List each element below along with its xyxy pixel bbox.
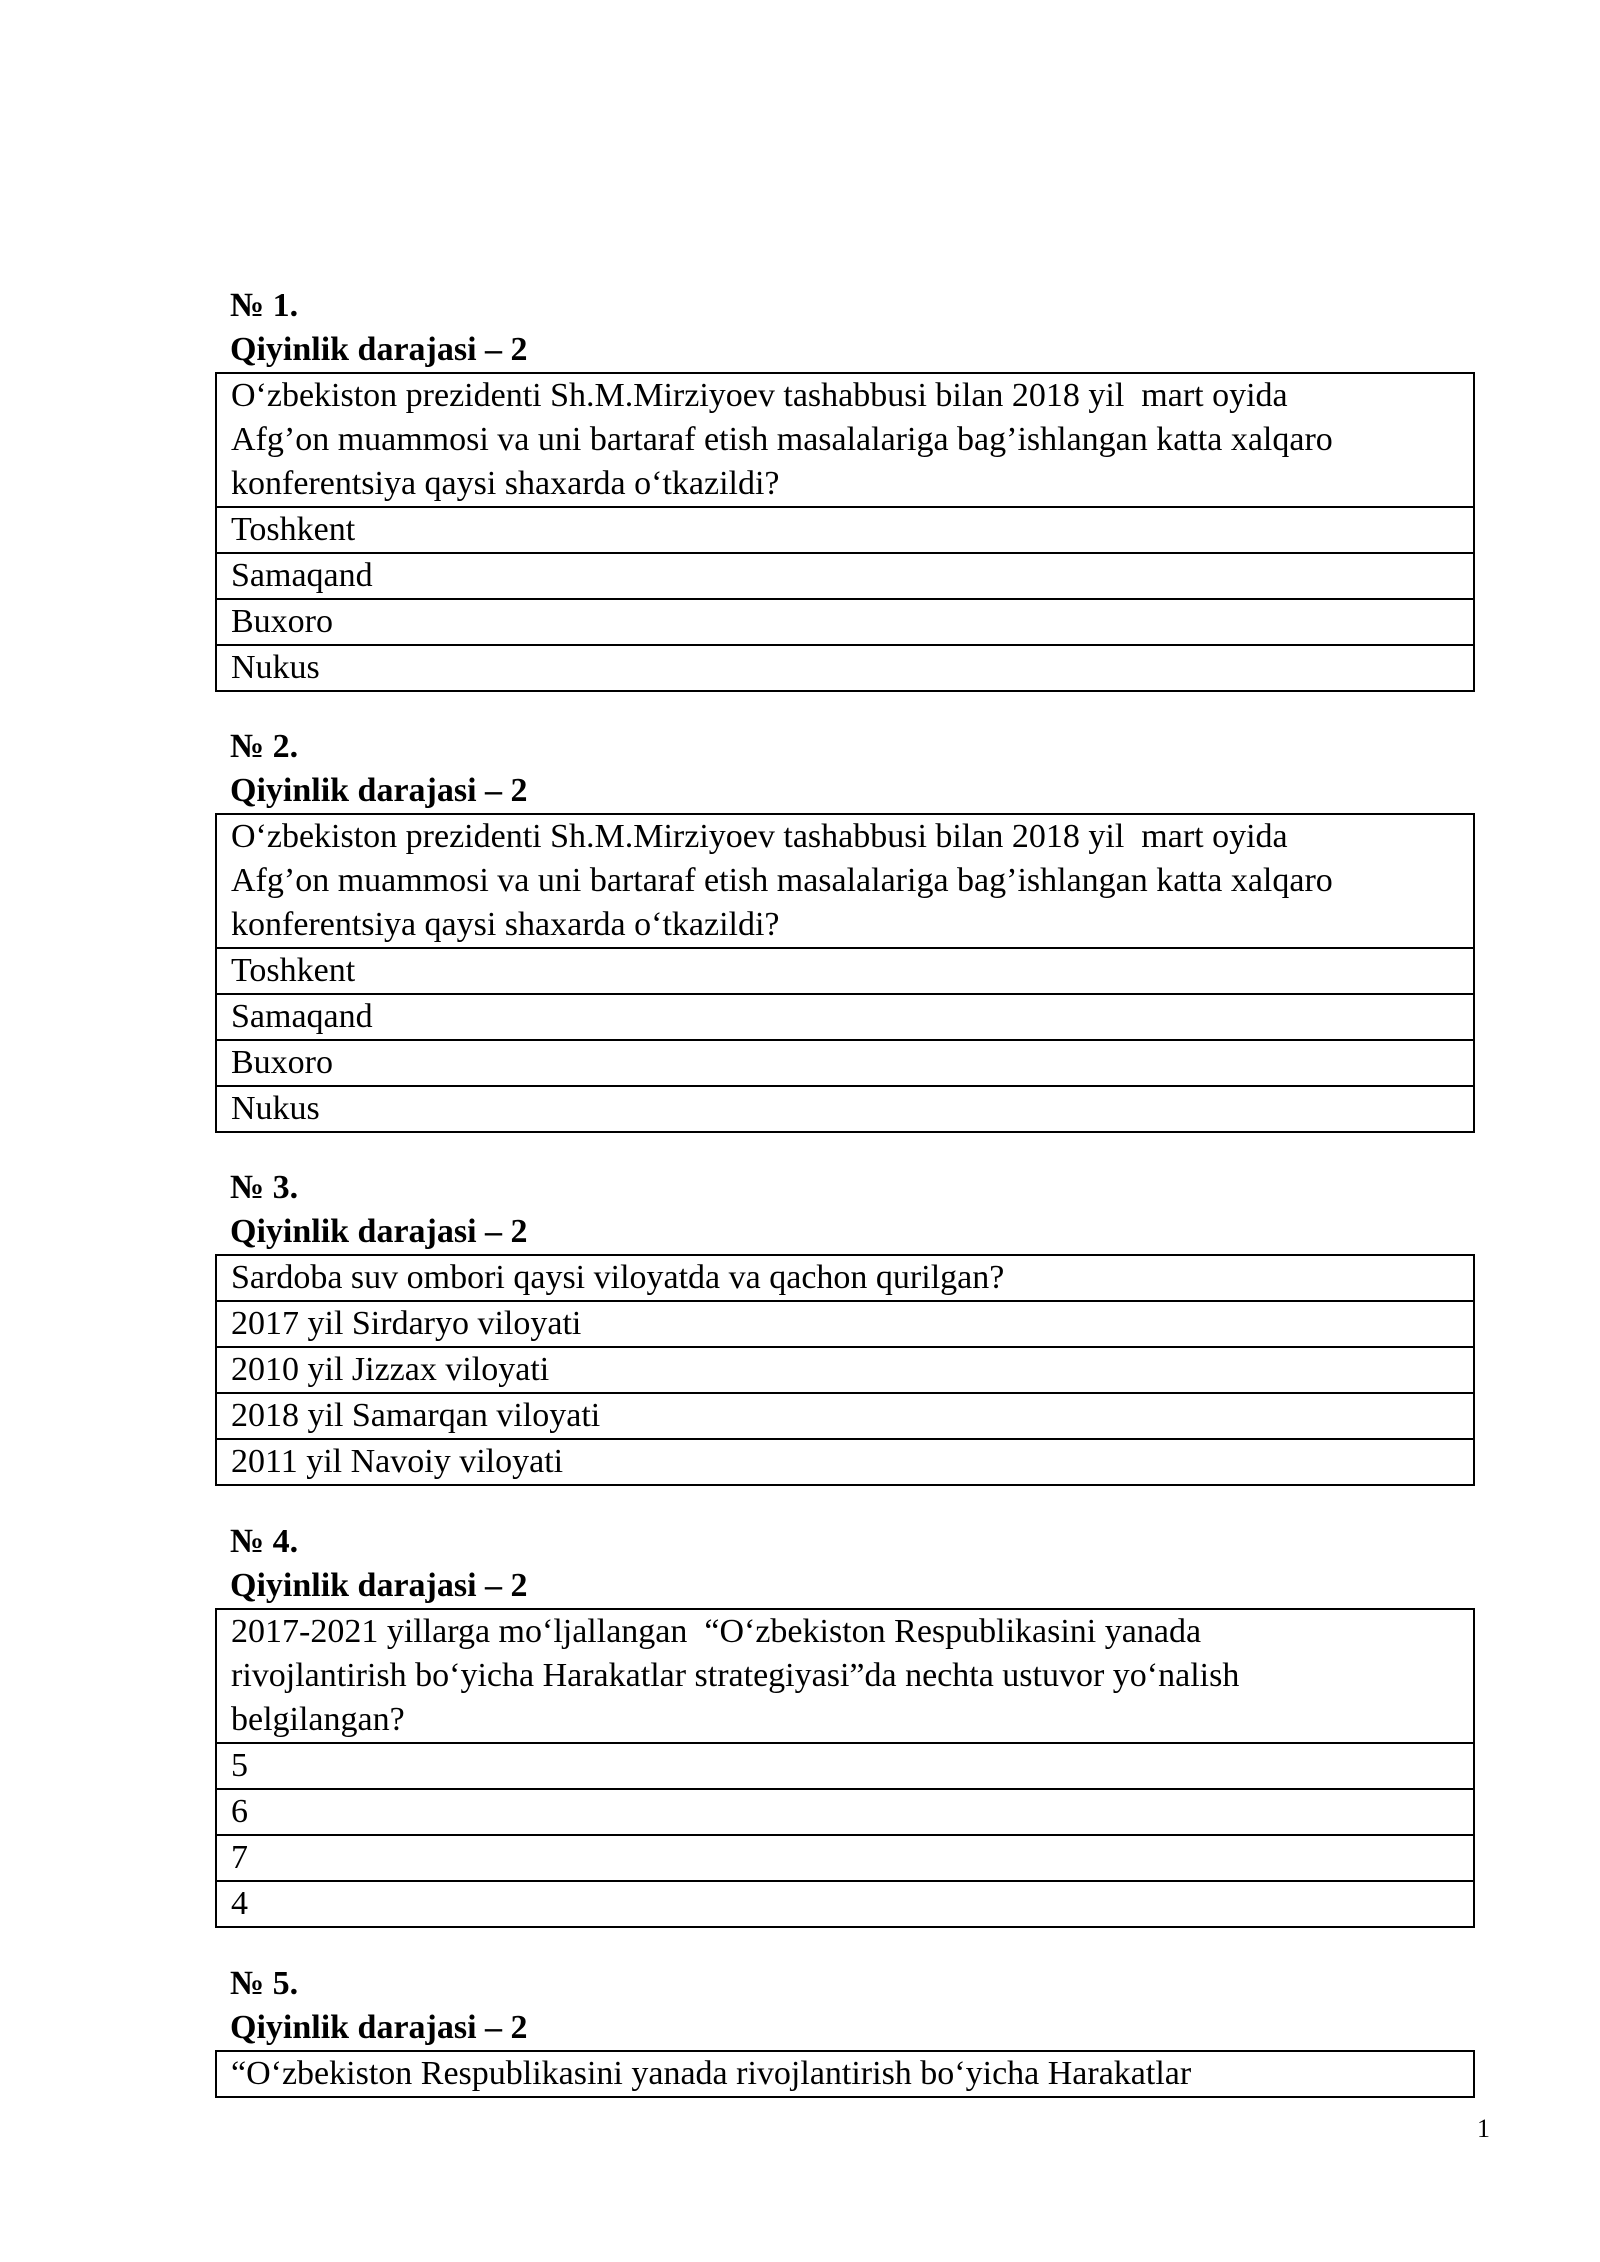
question-number: № 4. (230, 1523, 299, 1560)
difficulty-level: Qiyinlik darajasi – 2 (230, 1567, 528, 1604)
answer-option: Samaqand (217, 993, 1473, 1039)
answer-option: 7 (217, 1834, 1473, 1880)
answer-option: 2018 yil Samarqan viloyati (217, 1392, 1473, 1438)
answer-option: Nukus (217, 644, 1473, 690)
question-number: № 3. (230, 1169, 299, 1206)
question-text: 2017-2021 yillarga mo‘ljallangan “O‘zbekiston Respublikasini yanada rivojlantirish bo‘yicha Harakatlar strategiyasi”da nechta ustuvor yo‘nalish belgilangan? (231, 1613, 1240, 1738)
question-block-2 (215, 725, 1475, 1133)
difficulty-level: Qiyinlik darajasi – 2 (230, 772, 528, 809)
question-table (215, 372, 1475, 692)
question-text: O‘zbekiston prezidenti Sh.M.Mirziyoev tashabbusi bilan 2018 yil mart oyida Afg’on muammosi va uni bartaraf etish masalalariga bag’ishlangan katta xalqaro konferentsiya qaysi shaxarda o‘tkazildi? (231, 818, 1333, 943)
difficulty-level: Qiyinlik darajasi – 2 (230, 2009, 528, 2046)
question-block-5 (215, 1962, 1475, 2098)
answer-option: Nukus (217, 1085, 1473, 1131)
difficulty-level: Qiyinlik darajasi – 2 (230, 331, 528, 368)
question-text: Sardoba suv ombori qaysi viloyatda va qachon qurilgan? (231, 1259, 1005, 1296)
question-number: № 1. (230, 287, 299, 324)
question-table (215, 813, 1475, 1133)
answer-option: 2011 yil Navoiy viloyati (217, 1438, 1473, 1484)
answer-option: Buxoro (217, 598, 1473, 644)
question-text: O‘zbekiston prezidenti Sh.M.Mirziyoev tashabbusi bilan 2018 yil mart oyida Afg’on muammosi va uni bartaraf etish masalalariga bag’ishlangan katta xalqaro konferentsiya qaysi shaxarda o‘tkazildi? (231, 377, 1333, 502)
question-number: № 5. (230, 1965, 299, 2002)
page-number: 1 (1477, 2114, 1490, 2143)
answer-option: 2017 yil Sirdaryo viloyati (217, 1300, 1473, 1346)
answer-option: Samaqand (217, 552, 1473, 598)
answer-option: Toshkent (217, 506, 1473, 552)
answer-option: Buxoro (217, 1039, 1473, 1085)
question-table (215, 1254, 1475, 1486)
answer-option: 2010 yil Jizzax viloyati (217, 1346, 1473, 1392)
answer-option: 5 (217, 1742, 1473, 1788)
question-block-1 (215, 284, 1475, 692)
answer-option: 6 (217, 1788, 1473, 1834)
answer-option: 4 (217, 1880, 1473, 1926)
answer-option: Toshkent (217, 947, 1473, 993)
question-number: № 2. (230, 728, 299, 765)
question-table (215, 1608, 1475, 1928)
question-block-3 (215, 1166, 1475, 1486)
question-text: “O‘zbekiston Respublikasini yanada rivojlantirish bo‘yicha Harakatlar (231, 2055, 1192, 2092)
question-table (215, 2050, 1475, 2098)
difficulty-level: Qiyinlik darajasi – 2 (230, 1213, 528, 1250)
question-block-4 (215, 1520, 1475, 1928)
